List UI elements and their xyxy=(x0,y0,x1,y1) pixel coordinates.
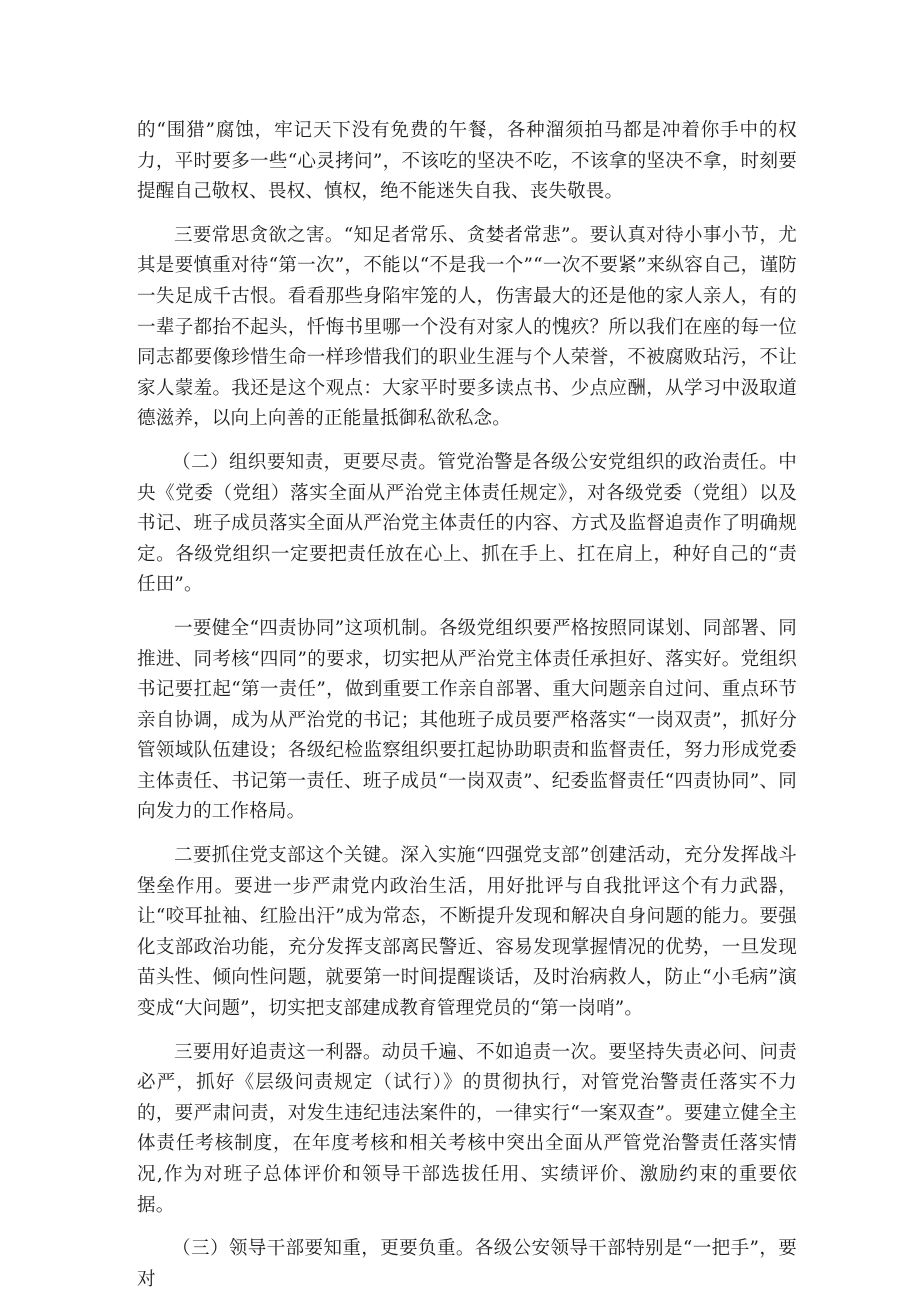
paragraph-four-responsibilities: 一要健全“四责协同”这项机制。各级党组织要严格按照同谋划、同部署、同推进、同考核“四同”的要求，切实把从严治党主体责任承担好、落实好。党组织书记要扛起“第一责任”，做到重要工作亲自部署、重大问题亲自过问、重点环节亲自协调，成为从严治党的书记；其他班子成员要严格落实“一岗双责”，抓好分管领域队伍建设；各级纪检监察组织要扛起协助职责和监督责任，努力形成党委主体责任、书记第一责任、班子成员“一岗双责”、纪委监督责任“四责协同”、同向发力的工作格局。 xyxy=(137,617,797,823)
paragraph-continuation: 的“围猎”腐蚀，牢记天下没有免费的午餐，各种溜须拍马都是冲着你手中的权力，平时要多一些“心灵拷问”，不该吃的坚决不吃，不该拿的坚决不拿，时刻要提醒自己敬权、畏权、慎权，绝不能迷失自我、丧失敬畏。 xyxy=(137,120,797,203)
paragraph-greed-harm: 三要常思贪欲之害。“知足者常乐、贪婪者常悲”。要认真对待小事小节，尤其是要慎重对待“第一次”，不能以“不是我一个”“一次不要紧”来纵容自己，谨防一失足成千古恨。看看那些身陷牢笼的人，伤害最大的还是他的家人亲人，有的一辈子都抬不起头，忏悔书里哪一个没有对家人的愧疚？所以我们在座的每一位同志都要像珍惜生命一样珍惜我们的职业生涯与个人荣誉，不被腐败玷污，不让家人蒙羞。我还是这个观点：大家平时要多读点书、少点应酬，从学习中汲取道德滋养，以向上向善的正能量抵御私欲私念。 xyxy=(137,224,797,430)
paragraph-accountability: 三要用好追责这一利器。动员千遍、不如追责一次。要坚持失责必问、问责必严，抓好《层级问责规定（试行）》的贯彻执行，对管党治警责任落实不力的，要严肃问责，对发生违纪违法案件的，一律实行“一案双查”。要建立健全主体责任考核制度，在年度考核和相关考核中突出全面从严管党治警责任落实情况,作为对班子总体评价和领导干部选拔任用、实绩评价、激励约束的重要依据。 xyxy=(137,1041,797,1216)
section-heading-organization-duty: （二）组织要知责，更要尽责。管党治警是各级公安党组织的政治责任。中央《党委（党组）落实全面从严治党主体责任规定》，对各级党委（党组）以及书记、班子成员落实全面从严治党主体责任的内容、方式及监督追责作了明确规定。各级党组织一定要把责任放在心上、抓在手上、扛在肩上，种好自己的“责任田”。 xyxy=(137,451,797,596)
section-heading-leaders-duty: （三）领导干部要知重，更要负重。各级公安领导干部特别是“一把手”，要对 xyxy=(137,1238,797,1290)
document-body xyxy=(137,116,797,1308)
paragraph-party-branch: 二要抓住党支部这个关键。深入实施“四强党支部”创建活动，充分发挥战斗堡垒作用。要进一步严肃党内政治生活，用好批评与自我批评这个有力武器，让“咬耳扯袖、红脸出汗”成为常态，不断提升发现和解决自身问题的能力。要强化支部政治功能，充分发挥支部离民警近、容易发现掌握情况的优势，一旦发现苗头性、倾向性问题，就要第一时间提醒谈话，及时治病救人，防止“小毛病”演变成“大问题”，切实把支部建成教育管理党员的“第一岗哨”。 xyxy=(137,845,797,1020)
